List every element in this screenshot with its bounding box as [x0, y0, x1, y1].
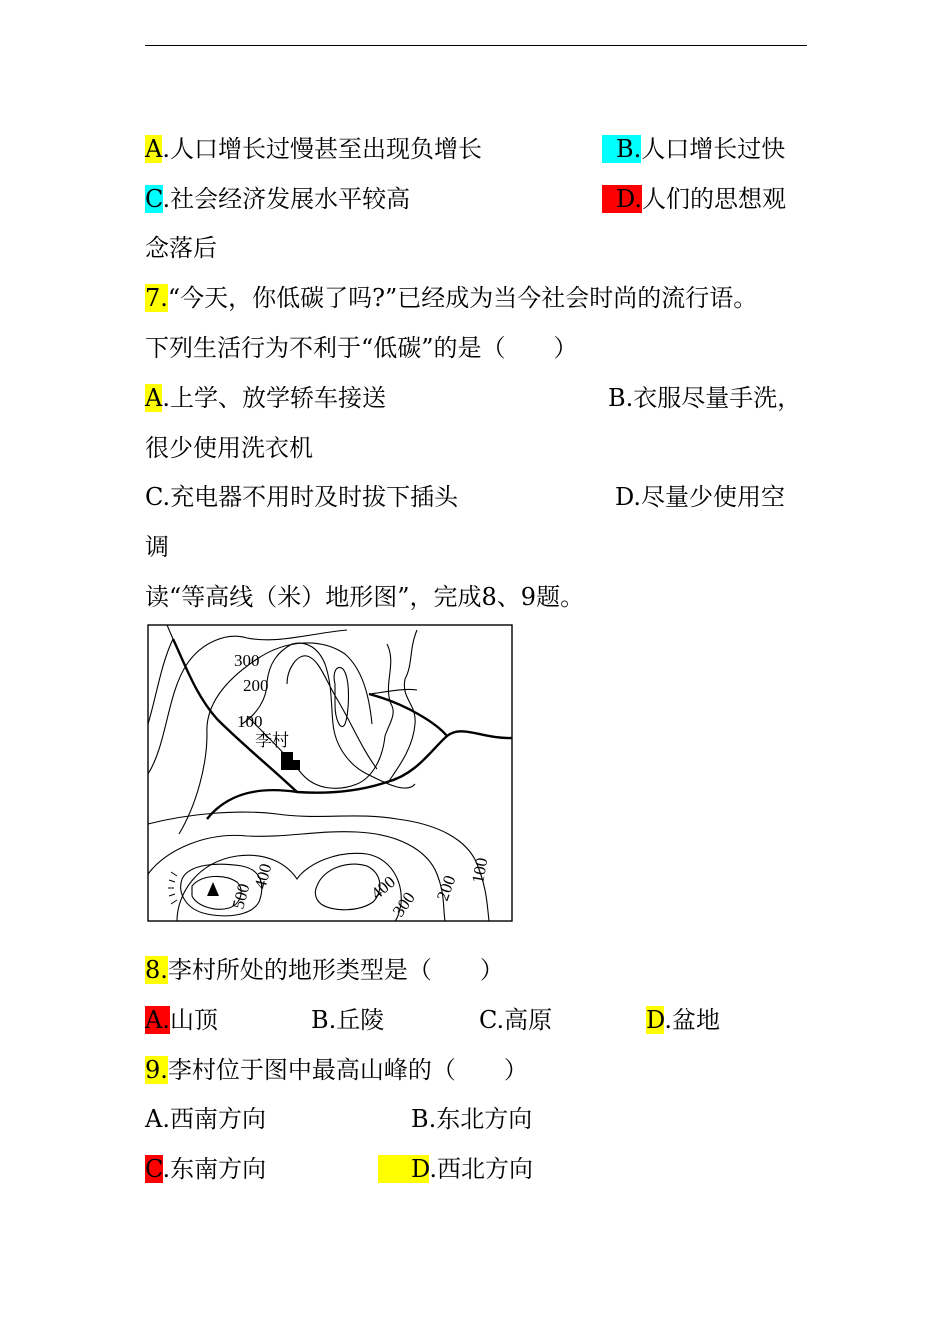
- contour-map-svg: [147, 624, 513, 922]
- q9-option-c-text: .东南方向: [162, 1155, 267, 1183]
- label-200-top: 200: [243, 676, 269, 695]
- map-intro-text: 读“等高线（米）地形图”，完成8、9题。: [145, 583, 585, 611]
- q7-number: 7.: [145, 284, 168, 312]
- q9-options-row2: [145, 1152, 807, 1186]
- q7-stem-text2: 下列生活行为不利于“低碳”的是（ ）: [145, 334, 578, 362]
- q9-stem: [145, 1053, 807, 1087]
- label-300-bottom: 300: [388, 888, 419, 921]
- q6-option-b-text: 人口增长过快: [641, 135, 786, 163]
- q7-stem-line2: [145, 331, 807, 365]
- q9-option-b: B.东北方向: [411, 1105, 533, 1133]
- q6-option-b: [602, 132, 785, 166]
- label-village: 李村: [255, 731, 289, 751]
- label-500: 500: [228, 881, 254, 912]
- q7-option-b-cont: 很少使用洗衣机: [145, 434, 313, 462]
- q8-option-d-text: .盆地: [664, 1006, 721, 1034]
- q8-option-a-text: 山顶: [169, 1006, 218, 1034]
- q9-option-d-letter: D: [378, 1155, 429, 1183]
- q9-option-c: [145, 1152, 266, 1186]
- q7-option-a: [145, 381, 386, 415]
- q7-stem-line1: [145, 281, 807, 315]
- q7-option-d-cont: 调: [145, 533, 169, 561]
- q7-option-b: B.衣服尽量手洗，: [608, 384, 802, 412]
- q9-option-d-text: .西北方向: [429, 1155, 534, 1183]
- q9-option-a: A.西南方向: [145, 1105, 266, 1133]
- label-100-right: 100: [468, 856, 492, 885]
- q9-option-c-letter: C: [145, 1155, 163, 1183]
- q6-option-c-letter: C: [145, 185, 163, 213]
- q6-option-d-cont: 念落后: [145, 234, 217, 262]
- header-rule: [145, 45, 807, 46]
- q9-options-row1: [145, 1102, 807, 1136]
- q6-options-row2: [145, 182, 807, 216]
- q6-option-a-letter: A: [145, 135, 163, 163]
- q6-option-d-continuation: [145, 231, 807, 265]
- q6-option-d: [602, 182, 786, 216]
- q7-options-row1: [145, 381, 807, 415]
- label-200-bottom: 200: [432, 872, 460, 904]
- q6-option-c-text: .社会经济发展水平较高: [162, 185, 411, 213]
- q7-options-row2: [145, 480, 807, 514]
- q6-option-c: [145, 182, 410, 216]
- q8-stem-text: 李村所处的地形类型是（ ）: [167, 956, 504, 984]
- q7-option-b-continuation: [145, 431, 807, 465]
- q6-option-a: [145, 132, 482, 166]
- q8-option-d-letter: D: [646, 1006, 665, 1034]
- label-400-mid: 400: [367, 872, 400, 904]
- q8-option-b: B.丘陵: [311, 1006, 385, 1034]
- q9-stem-text: 李村位于图中最高山峰的（ ）: [167, 1056, 528, 1084]
- q8-options: [145, 1003, 807, 1037]
- map-intro: [145, 580, 807, 614]
- q6-option-b-letter: B.: [602, 135, 641, 163]
- q8-stem: [145, 953, 807, 987]
- q7-option-d: D.尽量少使用空: [615, 483, 786, 511]
- label-400-left: 400: [250, 861, 276, 892]
- q8-option-a: [145, 1003, 218, 1037]
- q7-option-a-letter: A: [145, 384, 163, 412]
- q6-option-d-text: 人们的思想观: [642, 185, 787, 213]
- q6-option-a-text: .人口增长过慢甚至出现负增长: [162, 135, 482, 163]
- contour-map: [147, 624, 513, 922]
- q8-option-d: [646, 1003, 720, 1037]
- q7-stem-text1: “今天，你低碳了吗?”已经成为当今社会时尚的流行语。: [167, 284, 758, 312]
- q8-option-c: C.高原: [479, 1006, 553, 1034]
- q8-number: 8.: [145, 956, 168, 984]
- q7-option-d-continuation: [145, 530, 807, 564]
- q8-option-a-letter: A.: [145, 1006, 170, 1034]
- q9-option-d: [378, 1152, 533, 1186]
- label-100-top: 100: [237, 712, 263, 731]
- q7-option-c: C.充电器不用时及时拔下插头: [145, 483, 459, 511]
- q6-option-d-letter: D.: [602, 185, 642, 213]
- q9-number: 9.: [145, 1056, 168, 1084]
- q6-options-row1: [145, 132, 807, 166]
- q7-option-a-text: .上学、放学轿车接送: [162, 384, 386, 412]
- label-300-top: 300: [234, 651, 260, 670]
